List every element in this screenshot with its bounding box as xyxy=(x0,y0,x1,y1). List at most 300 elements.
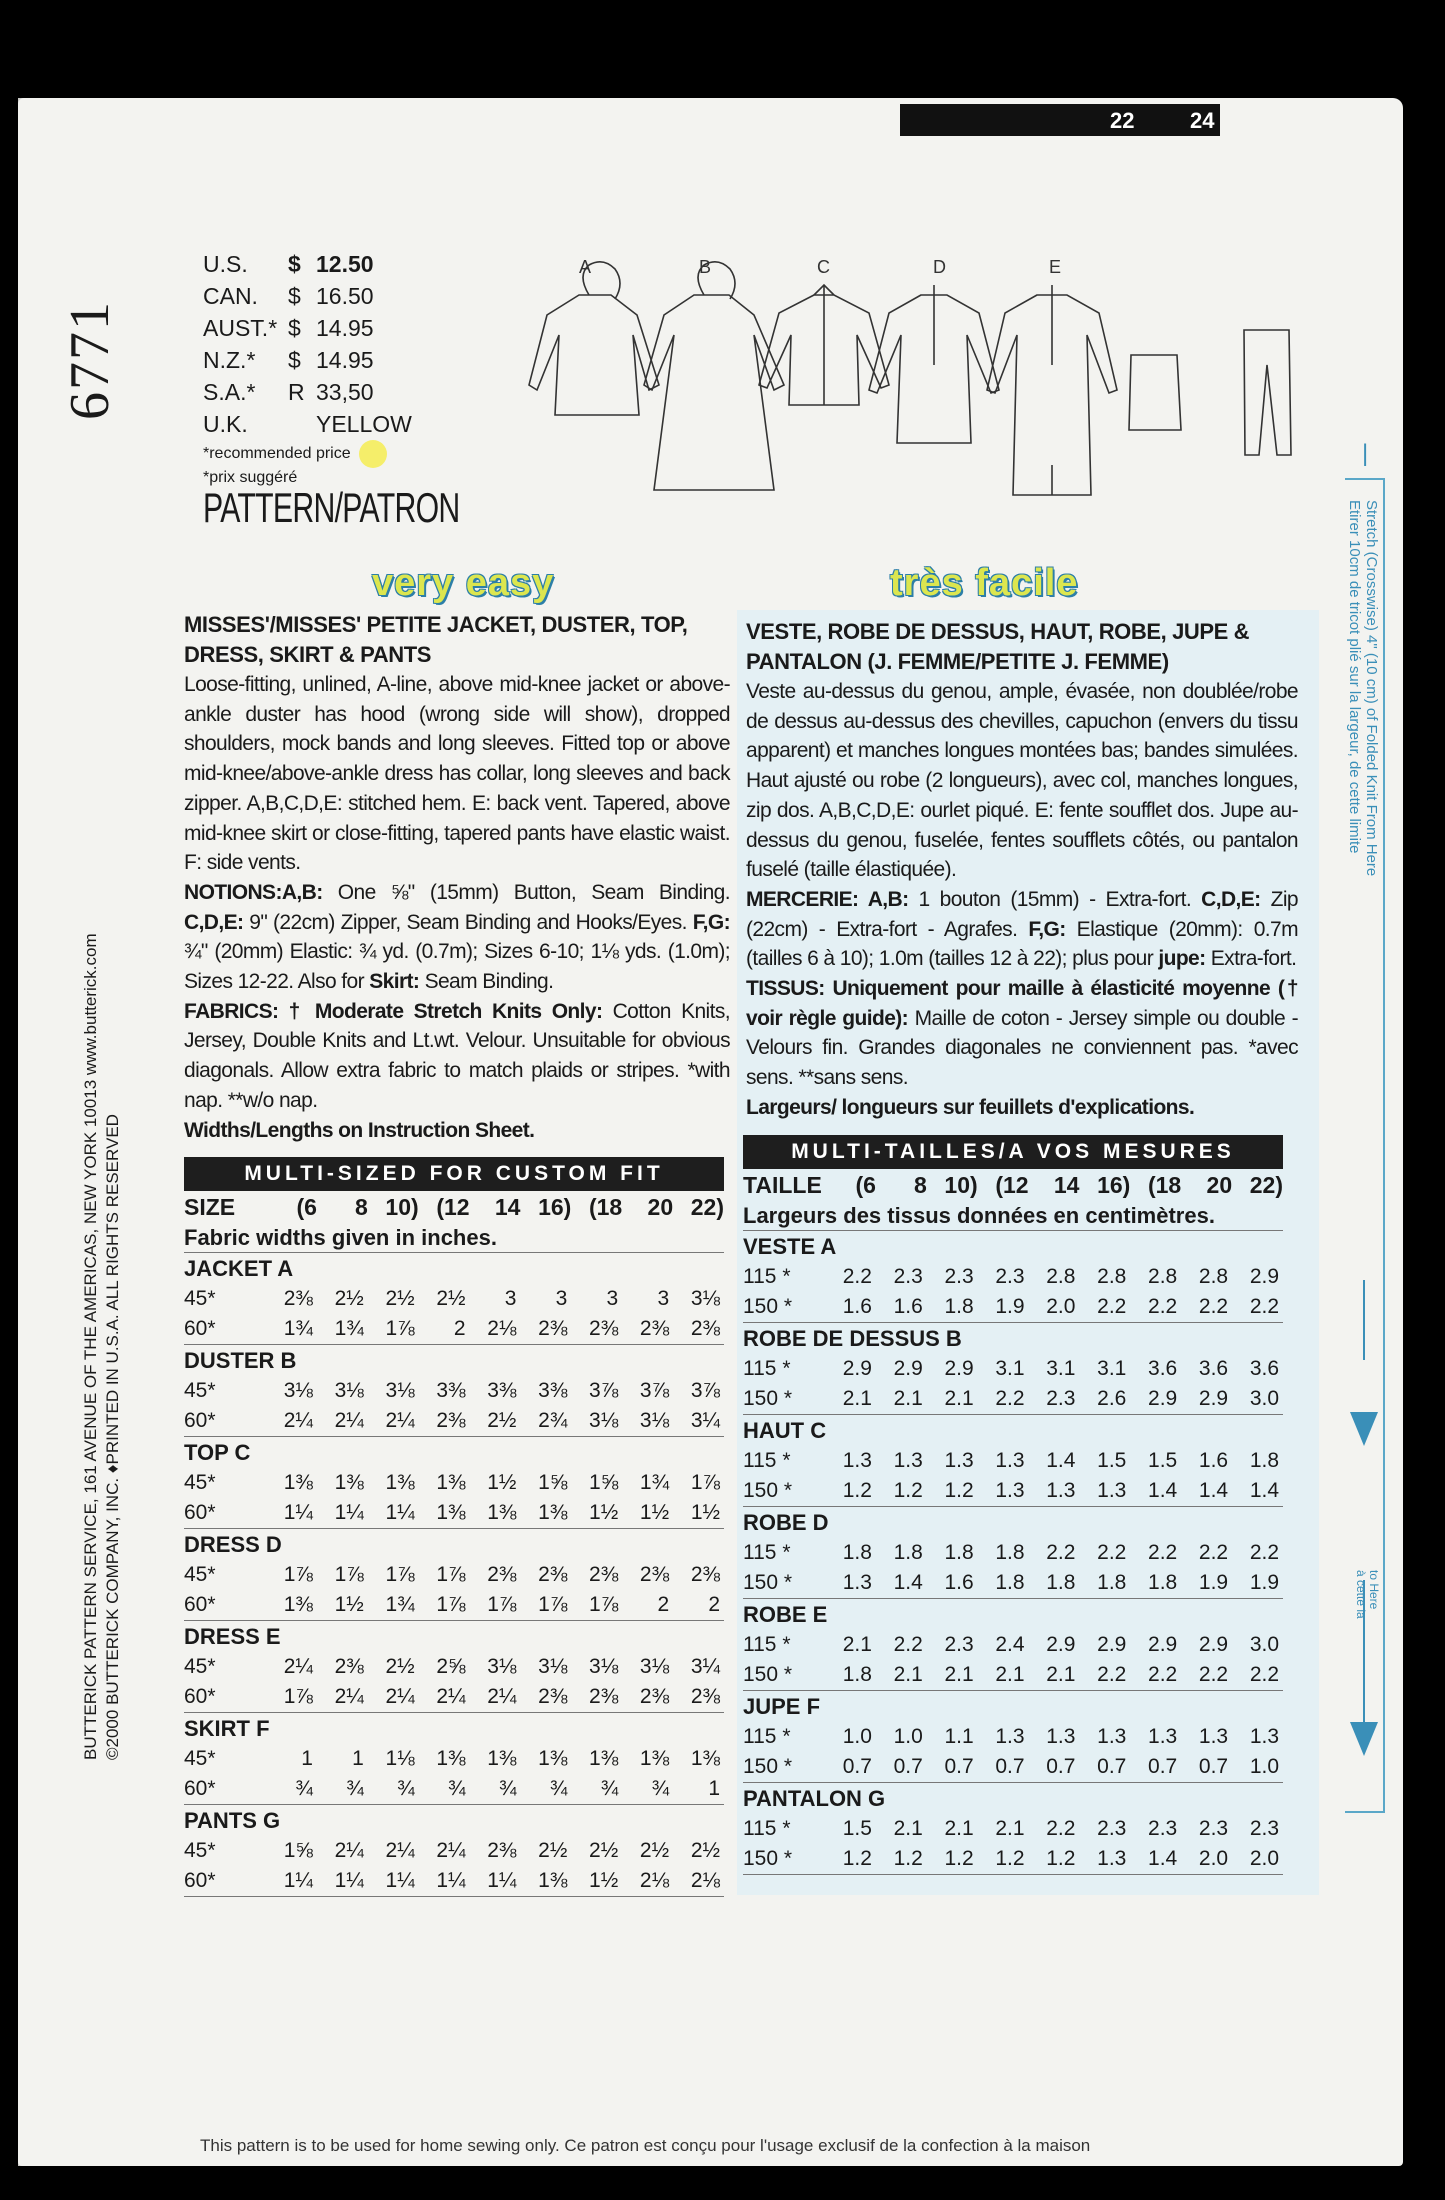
yardage-cell: ¾ xyxy=(600,1777,619,1801)
stretch-gauge-text xyxy=(1346,500,1380,876)
notions-text: Extra-fort. xyxy=(1205,947,1297,971)
yardage-cell: 2.0 xyxy=(1249,1846,1280,1870)
yardage-cell: 2.2 xyxy=(842,1264,872,1288)
yardage-cell: 1.4 xyxy=(1148,1478,1178,1502)
size-header xyxy=(184,1191,724,1223)
table-title: MULTI-TAILLES/A VOS MESURES xyxy=(743,1135,1283,1169)
yardage-cell: 2.3 xyxy=(1198,1816,1229,1840)
yardage-cell: 1⅞ xyxy=(538,1593,568,1617)
size-header-cell: 20 xyxy=(1206,1171,1233,1198)
yardage-cell: 2.4 xyxy=(995,1632,1025,1656)
yardage-cell: 1 xyxy=(708,1777,721,1801)
price-country-cell xyxy=(203,344,288,376)
yardage-cell: 2.3 xyxy=(1249,1816,1280,1840)
yardage-cell: 3 xyxy=(504,1287,517,1311)
fabrics xyxy=(184,997,730,1116)
table-row xyxy=(743,1630,1283,1660)
size-header-cell: 10) xyxy=(944,1171,978,1198)
yardage-cell: 2.1 xyxy=(842,1632,872,1656)
gauge-line xyxy=(1363,1280,1365,1360)
fabric-width: 150 * xyxy=(743,1294,793,1318)
price-row xyxy=(203,344,559,376)
size-header-cell: 16) xyxy=(1097,1171,1131,1198)
size-header-cell: 8 xyxy=(913,1171,927,1198)
fabric-width: 45* xyxy=(184,1379,216,1403)
widths-note-fr: Largeurs/ longueurs sur feuillets d'explications. xyxy=(746,1095,1195,1119)
yardage-cell: 3¼ xyxy=(690,1655,721,1679)
yardage-cell: 1¼ xyxy=(334,1869,364,1893)
yardage-cell: 2⅛ xyxy=(690,1869,721,1893)
yardage-cell: 1.0 xyxy=(1249,1754,1280,1778)
yardage-cell: 3⅛ xyxy=(385,1379,415,1403)
yardage-cell: 3⅜ xyxy=(436,1379,466,1403)
yardage-cell: 3 xyxy=(606,1287,619,1311)
yardage-cell: 1⅜ xyxy=(538,1747,568,1771)
yardage-cell: 2⅜ xyxy=(283,1287,313,1311)
yardage-cell: 2.2 xyxy=(1097,1662,1127,1686)
size-tab xyxy=(900,104,1220,136)
yardage-cell: 1.3 xyxy=(995,1478,1025,1502)
size-header-cell: 14 xyxy=(1053,1171,1080,1198)
yardage-cell: 1½ xyxy=(690,1501,721,1525)
yardage-cell: 1⅜ xyxy=(385,1471,415,1495)
yardage-cell: 1¼ xyxy=(385,1869,415,1893)
price-amount: 16.50 xyxy=(316,283,374,309)
yardage-cell: 2¼ xyxy=(283,1655,313,1679)
notions-label: jupe: xyxy=(1158,947,1206,971)
yardage-table-fr xyxy=(743,1135,1283,1875)
garment-group xyxy=(184,1713,724,1805)
table-title: MULTI-SIZED FOR CUSTOM FIT xyxy=(184,1157,724,1191)
yardage-cell: 1.2 xyxy=(1046,1846,1076,1870)
price-country: AUST. xyxy=(203,315,269,341)
price-country-cell xyxy=(203,248,288,280)
yardage-cell: 1.9 xyxy=(995,1294,1025,1318)
price-country: U.K. xyxy=(203,411,248,437)
yardage-cell: 1.8 xyxy=(944,1540,974,1564)
fabric-width: 60* xyxy=(184,1409,216,1433)
yardage-cell: 1.3 xyxy=(1046,1478,1076,1502)
garment-name: PANTS G xyxy=(184,1808,281,1834)
yardage-cell: 1⅞ xyxy=(385,1317,415,1341)
yardage-cell: 2.8 xyxy=(1097,1264,1127,1288)
yardage-cell: 2.3 xyxy=(1148,1816,1178,1840)
notions-label: MERCERIE: A,B: xyxy=(746,887,909,911)
fabric-width: 150 * xyxy=(743,1754,793,1778)
garment-group xyxy=(743,1231,1283,1323)
yardage-cell: 2⅜ xyxy=(690,1563,721,1587)
yardage-cell: 2⅜ xyxy=(538,1685,568,1709)
yardage-cell: 1⅞ xyxy=(436,1593,466,1617)
description-text: Loose-fitting, unlined, A-line, above mid-knee jacket or above-ankle duster has hood (wrong side will show), dropped shoulders, mock bands and long sleeves. Fitted top or above mid-knee/above-ankle dress has collar, long sleeves and back zipper. A,B,C,D,E: stitched hem. E: back vent. Tapered, above mid-knee skirt or close-fitting, tapered pants have elastic waist. F: side vents. xyxy=(184,673,730,875)
price-amount: 14.95 xyxy=(316,315,374,341)
view-g-pants-illustration xyxy=(1244,330,1291,455)
yardage-cell: 3.0 xyxy=(1249,1632,1280,1656)
yardage-cell: 1.8 xyxy=(995,1570,1025,1594)
yardage-cell: 2.9 xyxy=(842,1356,872,1380)
yardage-cell: 2⅜ xyxy=(639,1685,670,1709)
yardage-cell: 2.2 xyxy=(1097,1540,1127,1564)
view-a-jacket-illustration xyxy=(529,262,659,415)
yardage-cell: 1.3 xyxy=(1046,1724,1076,1748)
yardage-cell: 2¼ xyxy=(385,1839,415,1863)
fabric-width: 60* xyxy=(184,1777,216,1801)
yardage-cell: 3⅜ xyxy=(538,1379,568,1403)
yardage-cell: 3.1 xyxy=(995,1356,1025,1380)
size-label: SIZE xyxy=(184,1194,236,1221)
yardage-cell: 2½ xyxy=(436,1287,466,1311)
table-row xyxy=(184,1590,724,1620)
yardage-cell: 1½ xyxy=(487,1471,517,1495)
yardage-cell: 2.3 xyxy=(1046,1386,1076,1410)
view-label: B xyxy=(699,257,712,277)
yardage-cell: 2.3 xyxy=(1097,1816,1127,1840)
table-row xyxy=(743,1384,1283,1414)
to-here-en: to Here xyxy=(1367,1570,1381,1610)
yardage-cell: 2.8 xyxy=(1148,1264,1178,1288)
price-row xyxy=(203,312,559,344)
yardage-cell: 1.6 xyxy=(1198,1448,1229,1472)
yardage-cell: 2.8 xyxy=(1198,1264,1229,1288)
yardage-cell: 1.3 xyxy=(995,1448,1025,1472)
yardage-cell: 2.2 xyxy=(1046,1540,1076,1564)
price-currency: R xyxy=(288,379,305,405)
garment-name: HAUT C xyxy=(743,1417,827,1443)
yardage-cell: 2⅜ xyxy=(334,1655,364,1679)
yardage-cell: 1⅜ xyxy=(436,1501,466,1525)
yardage-table-en xyxy=(184,1157,724,1897)
yardage-cell: 2¼ xyxy=(436,1685,466,1709)
price-country: U.S. xyxy=(203,251,248,277)
view-illustrations xyxy=(519,255,1319,505)
view-label: D xyxy=(933,257,946,277)
price-mark: * xyxy=(246,347,256,373)
yardage-cell: ¾ xyxy=(498,1777,517,1801)
yardage-cell: 2¼ xyxy=(334,1685,364,1709)
yardage-cell: 1.3 xyxy=(1148,1724,1178,1748)
yardage-cell: 1.3 xyxy=(842,1448,872,1472)
yardage-cell: 2.9 xyxy=(1198,1386,1229,1410)
yardage-cell: 2.9 xyxy=(1148,1632,1178,1656)
fabric-width: 150 * xyxy=(743,1846,793,1870)
table-row xyxy=(743,1722,1283,1752)
pattern-title: MISSES'/MISSES' PETITE JACKET, DUSTER, TOP, DRESS, SKIRT & PANTS xyxy=(184,612,688,667)
table-row xyxy=(184,1560,724,1590)
yardage-cell: 2½ xyxy=(538,1839,568,1863)
price-country: CAN. xyxy=(203,283,258,309)
notions-text: ¾" (20mm) Elastic: ¾ yd. (0.7m); Sizes 6-10; 1⅛ yds. (1.0m); Sizes 12-22. Also for xyxy=(184,940,730,994)
yardage-cell: 1⅞ xyxy=(334,1563,364,1587)
yardage-cell: 1⅝ xyxy=(589,1471,619,1495)
yardage-cell: 1⅜ xyxy=(639,1747,670,1771)
price-mark: * xyxy=(268,315,278,341)
yardage-cell: 1.3 xyxy=(1097,1478,1127,1502)
yardage-cell: 1½ xyxy=(589,1869,619,1893)
yardage-cell: 2.1 xyxy=(893,1662,923,1686)
price-amount: YELLOW xyxy=(316,411,412,437)
yardage-cell: ¾ xyxy=(295,1777,313,1801)
table-row xyxy=(743,1844,1283,1874)
yardage-cell: 1¾ xyxy=(334,1317,364,1341)
table-row xyxy=(184,1774,724,1804)
yardage-cell: 2½ xyxy=(334,1287,364,1311)
yardage-cell: 0.7 xyxy=(1198,1754,1229,1778)
yardage-cell: 1⅛ xyxy=(385,1747,415,1771)
pattern-label: PATTERN/PATRON xyxy=(203,484,460,531)
garment-group xyxy=(743,1415,1283,1507)
yardage-cell: 3⅛ xyxy=(589,1409,619,1433)
yardage-cell: 2⅜ xyxy=(487,1839,517,1863)
yardage-cell: 1.2 xyxy=(893,1478,923,1502)
yardage-cell: 2⅜ xyxy=(589,1317,619,1341)
price-amount: 14.95 xyxy=(316,347,374,373)
yardage-cell: 2⅛ xyxy=(639,1869,670,1893)
to-here-text xyxy=(1354,1570,1380,1619)
yardage-cell: 1.6 xyxy=(944,1570,974,1594)
yardage-cell: 1¼ xyxy=(487,1869,517,1893)
yardage-cell: 1⅜ xyxy=(487,1747,517,1771)
yardage-cell: 3⅛ xyxy=(283,1379,313,1403)
fabric-width: 60* xyxy=(184,1869,216,1893)
yardage-cell: 2 xyxy=(657,1593,670,1617)
price-country: N.Z. xyxy=(203,347,247,373)
yardage-cell: 2½ xyxy=(487,1409,517,1433)
yardage-cell: 1.1 xyxy=(944,1724,974,1748)
table-row xyxy=(184,1652,724,1682)
yardage-cell: 1.4 xyxy=(1249,1478,1280,1502)
yardage-cell: 1.3 xyxy=(1249,1724,1280,1748)
yardage-cell: 1.8 xyxy=(1097,1570,1127,1594)
yardage-cell: 0.7 xyxy=(1097,1754,1127,1778)
size-header-cell: (6 xyxy=(296,1194,317,1221)
size-header-cell: 22) xyxy=(690,1194,725,1221)
size-header-cell: (12 xyxy=(995,1171,1029,1198)
view-b-duster-illustration xyxy=(644,262,784,490)
price-country: S.A. xyxy=(203,379,247,405)
footer-note: This pattern is to be used for home sewing only. Ce patron est conçu pour l'usage exclusif de la confection à la maison xyxy=(200,2136,1091,2155)
yardage-cell: 1.9 xyxy=(1249,1570,1280,1594)
yardage-cell: 2.1 xyxy=(944,1816,974,1840)
table-row xyxy=(743,1354,1283,1384)
yardage-cell: 2.9 xyxy=(944,1356,974,1380)
yardage-cell: 1⅜ xyxy=(283,1471,313,1495)
fabric-width: 115 * xyxy=(743,1724,791,1748)
notions-label: F,G: xyxy=(692,910,730,934)
yardage-cell: 2⅜ xyxy=(436,1409,466,1433)
yardage-cell: 1.4 xyxy=(1148,1846,1178,1870)
yardage-cell: 3⅜ xyxy=(487,1379,517,1403)
size-label: TAILLE xyxy=(743,1171,822,1198)
notions-text: One ⅝" (15mm) Button, Seam Binding. xyxy=(322,880,730,904)
fabric-width: 115 * xyxy=(743,1632,791,1656)
price-amount: 12.50 xyxy=(316,251,374,277)
yardage-cell: 1.6 xyxy=(842,1294,872,1318)
table-row xyxy=(743,1292,1283,1322)
garment-name: DRESS E xyxy=(184,1624,281,1650)
french-section xyxy=(737,610,1319,1895)
tab-size: 24 xyxy=(1190,108,1215,133)
gauge-arrow-icon xyxy=(1350,1412,1378,1446)
yardage-cell: 3⅛ xyxy=(690,1287,721,1311)
yardage-cell: 2.3 xyxy=(995,1264,1025,1288)
view-d-dress-illustration xyxy=(869,285,999,443)
french-description xyxy=(743,617,1298,1123)
yardage-cell: 1⅝ xyxy=(538,1471,568,1495)
yardage-cell: 3.1 xyxy=(1046,1356,1076,1380)
publisher-info xyxy=(80,660,124,1760)
garment-name: DUSTER B xyxy=(184,1348,297,1374)
yardage-cell: 1.4 xyxy=(893,1570,923,1594)
garment-name: ROBE D xyxy=(743,1509,829,1535)
units-note: Fabric widths given in inches. xyxy=(184,1223,724,1253)
yardage-cell: 1.4 xyxy=(1198,1478,1229,1502)
yardage-cell: 2¼ xyxy=(385,1685,415,1709)
yardage-cell: 1¼ xyxy=(283,1869,313,1893)
yardage-cell: 1.3 xyxy=(944,1448,974,1472)
fabric-width: 45* xyxy=(184,1655,216,1679)
fabric-width: 45* xyxy=(184,1839,216,1863)
fabric-width: 60* xyxy=(184,1317,216,1341)
fabrics-label: FABRICS: † Moderate Stretch Knits Only: xyxy=(184,999,603,1023)
yardage-cell: 1.5 xyxy=(1097,1448,1127,1472)
yardage-cell: 2.3 xyxy=(944,1264,974,1288)
yardage-cell: 2⅜ xyxy=(538,1563,568,1587)
price-list xyxy=(203,248,559,531)
yardage-cell: 2.9 xyxy=(1148,1386,1178,1410)
garment-name: ROBE DE DESSUS B xyxy=(743,1325,962,1351)
yardage-cell: 1⅜ xyxy=(334,1471,364,1495)
yardage-cell: 3⅛ xyxy=(334,1379,364,1403)
table-row xyxy=(184,1744,724,1774)
yardage-cell: 1.5 xyxy=(842,1816,872,1840)
yardage-cell: 1.3 xyxy=(842,1570,872,1594)
yardage-cell: 2.1 xyxy=(995,1662,1025,1686)
notions-label: C,D,E: xyxy=(184,910,244,934)
yardage-cell: 3⅛ xyxy=(487,1655,517,1679)
yardage-cell: 2⅜ xyxy=(639,1317,670,1341)
description-text-fr: Veste au-dessus du genou, ample, évasée, non doublée/robe de dessus au-dessus des chevilles, capuchon (envers du tissu apparent) et manches longues montées bas; bandes simulées. Haut ajusté ou robe (2 longueurs), avec col, manches longues, zip dos. A,B,C,D,E: ourlet piqué. E: fente soufflet dos. Jupe au-dessus du genou, fuselée, fentes soufflets côtés, ou pantalon fuselé (taille élastiquée). xyxy=(746,680,1298,882)
yardage-cell: 1 xyxy=(352,1747,364,1771)
yardage-cell: 1.3 xyxy=(893,1448,923,1472)
yardage-cell: 2.2 xyxy=(1148,1662,1178,1686)
notions xyxy=(184,878,730,997)
yardage-cell: 2.9 xyxy=(1249,1264,1280,1288)
yardage-cell: 2½ xyxy=(589,1839,619,1863)
yardage-cell: 1¾ xyxy=(385,1593,415,1617)
yardage-cell: 1.8 xyxy=(842,1662,872,1686)
yardage-cell: 1.9 xyxy=(1198,1570,1229,1594)
yardage-cell: 0.7 xyxy=(1148,1754,1178,1778)
yardage-cell: 1.2 xyxy=(944,1478,974,1502)
fabric-width: 150 * xyxy=(743,1478,793,1502)
table-row xyxy=(743,1568,1283,1598)
size-header-cell: 8 xyxy=(354,1194,368,1221)
garment-group xyxy=(743,1507,1283,1599)
widths-note: Widths/Lengths on Instruction Sheet. xyxy=(184,1118,535,1142)
yardage-cell: 1⅞ xyxy=(589,1593,619,1617)
yardage-cell: 1⅜ xyxy=(538,1869,568,1893)
yardage-cell: 1.2 xyxy=(842,1478,872,1502)
garment-name: PANTALON G xyxy=(743,1785,886,1811)
garment-group xyxy=(184,1437,724,1529)
yardage-cell: 1⅜ xyxy=(283,1593,313,1617)
price-amount: 33,50 xyxy=(316,379,374,405)
price-currency: $ xyxy=(288,315,301,341)
fabric-width: 115 * xyxy=(743,1356,791,1380)
table-row xyxy=(743,1660,1283,1690)
table-row xyxy=(184,1498,724,1528)
yardage-cell: 1.8 xyxy=(893,1540,923,1564)
table-row xyxy=(743,1814,1283,1844)
size-header-cell: (6 xyxy=(855,1171,876,1198)
yardage-cell: 2.2 xyxy=(1249,1662,1280,1686)
yardage-cell: 2½ xyxy=(690,1839,721,1863)
fabric-width: 45* xyxy=(184,1563,216,1587)
yardage-cell: 2 xyxy=(708,1593,721,1617)
publisher-line: BUTTERICK PATTERN SERVICE, 161 AVENUE OF THE AMERICAS, NEW YORK 10013 www.butterick.com xyxy=(81,933,100,1760)
price-row xyxy=(203,408,559,440)
yardage-cell: 2⅜ xyxy=(690,1317,721,1341)
yardage-cell: 3⅛ xyxy=(538,1655,568,1679)
yardage-cell: 2.2 xyxy=(893,1632,923,1656)
yardage-cell: 3.0 xyxy=(1249,1386,1280,1410)
notions-text: 1 bouton (15mm) - Extra-fort. xyxy=(908,887,1202,911)
price-note-text: *recommended price xyxy=(203,445,351,463)
fabric-width: 45* xyxy=(184,1287,216,1311)
yardage-cell: 2.3 xyxy=(893,1264,923,1288)
yardage-cell: 3⅛ xyxy=(639,1655,670,1679)
very-easy-badge: very easy xyxy=(372,562,555,604)
english-description xyxy=(184,610,730,1145)
yardage-cell: 0.7 xyxy=(995,1754,1025,1778)
table-row xyxy=(184,1468,724,1498)
yardage-cell: 1⅞ xyxy=(436,1563,466,1587)
yardage-cell: 1¼ xyxy=(436,1869,466,1893)
yardage-cell: 1.2 xyxy=(842,1846,872,1870)
fabrics-label: TISSUS: Uniquement pour maille à élasticité moyenne († voir règle guide): xyxy=(746,977,1298,1030)
yardage-cell: 2.2 xyxy=(1097,1294,1127,1318)
gauge-text-fr: Etirer 10cm de tricot plié sur la largeur, de cette limite xyxy=(1346,500,1363,854)
copyright-line: ©2000 BUTTERICK COMPANY, INC. ♦PRINTED IN U.S.A. ALL RIGHTS RESERVED xyxy=(103,1114,122,1760)
table-row xyxy=(184,1406,724,1436)
yardage-cell: ¾ xyxy=(651,1777,670,1801)
garment-group xyxy=(184,1253,724,1345)
yardage-cell: 3 xyxy=(555,1287,568,1311)
notions-label: Skirt: xyxy=(369,970,420,994)
fabric-width: 45* xyxy=(184,1471,216,1495)
yardage-cell: 0.7 xyxy=(842,1754,872,1778)
yardage-cell: 1.6 xyxy=(893,1294,923,1318)
notions-text: Zip (22cm) - Extra-fort - Agrafes. xyxy=(746,887,1298,941)
yardage-cell: 1⅞ xyxy=(385,1563,415,1587)
fabrics-text: Cotton Knits, Jersey, Double Knits and Lt.wt. Velour. Unsuitable for obvious diagonals. Allow extra fabric to match plaids or stripes. *with nap. **w/o nap. xyxy=(184,999,730,1112)
yardage-cell: 2.2 xyxy=(1198,1662,1229,1686)
yardage-cell: 2½ xyxy=(639,1839,670,1863)
price-currency: $ xyxy=(288,347,301,373)
yardage-cell: 1.4 xyxy=(1046,1448,1076,1472)
table-row xyxy=(743,1476,1283,1506)
view-label: E xyxy=(1049,257,1062,277)
yardage-cell: 2.1 xyxy=(893,1386,923,1410)
yardage-cell: 2⅛ xyxy=(487,1317,517,1341)
garment-group xyxy=(184,1345,724,1437)
price-country-cell xyxy=(203,408,288,440)
yardage-cell: 2.2 xyxy=(1198,1294,1229,1318)
yardage-cell: 2¼ xyxy=(385,1409,415,1433)
fabric-width: 60* xyxy=(184,1685,216,1709)
yardage-cell: 1¾ xyxy=(283,1317,313,1341)
yardage-cell: 2.1 xyxy=(842,1386,872,1410)
